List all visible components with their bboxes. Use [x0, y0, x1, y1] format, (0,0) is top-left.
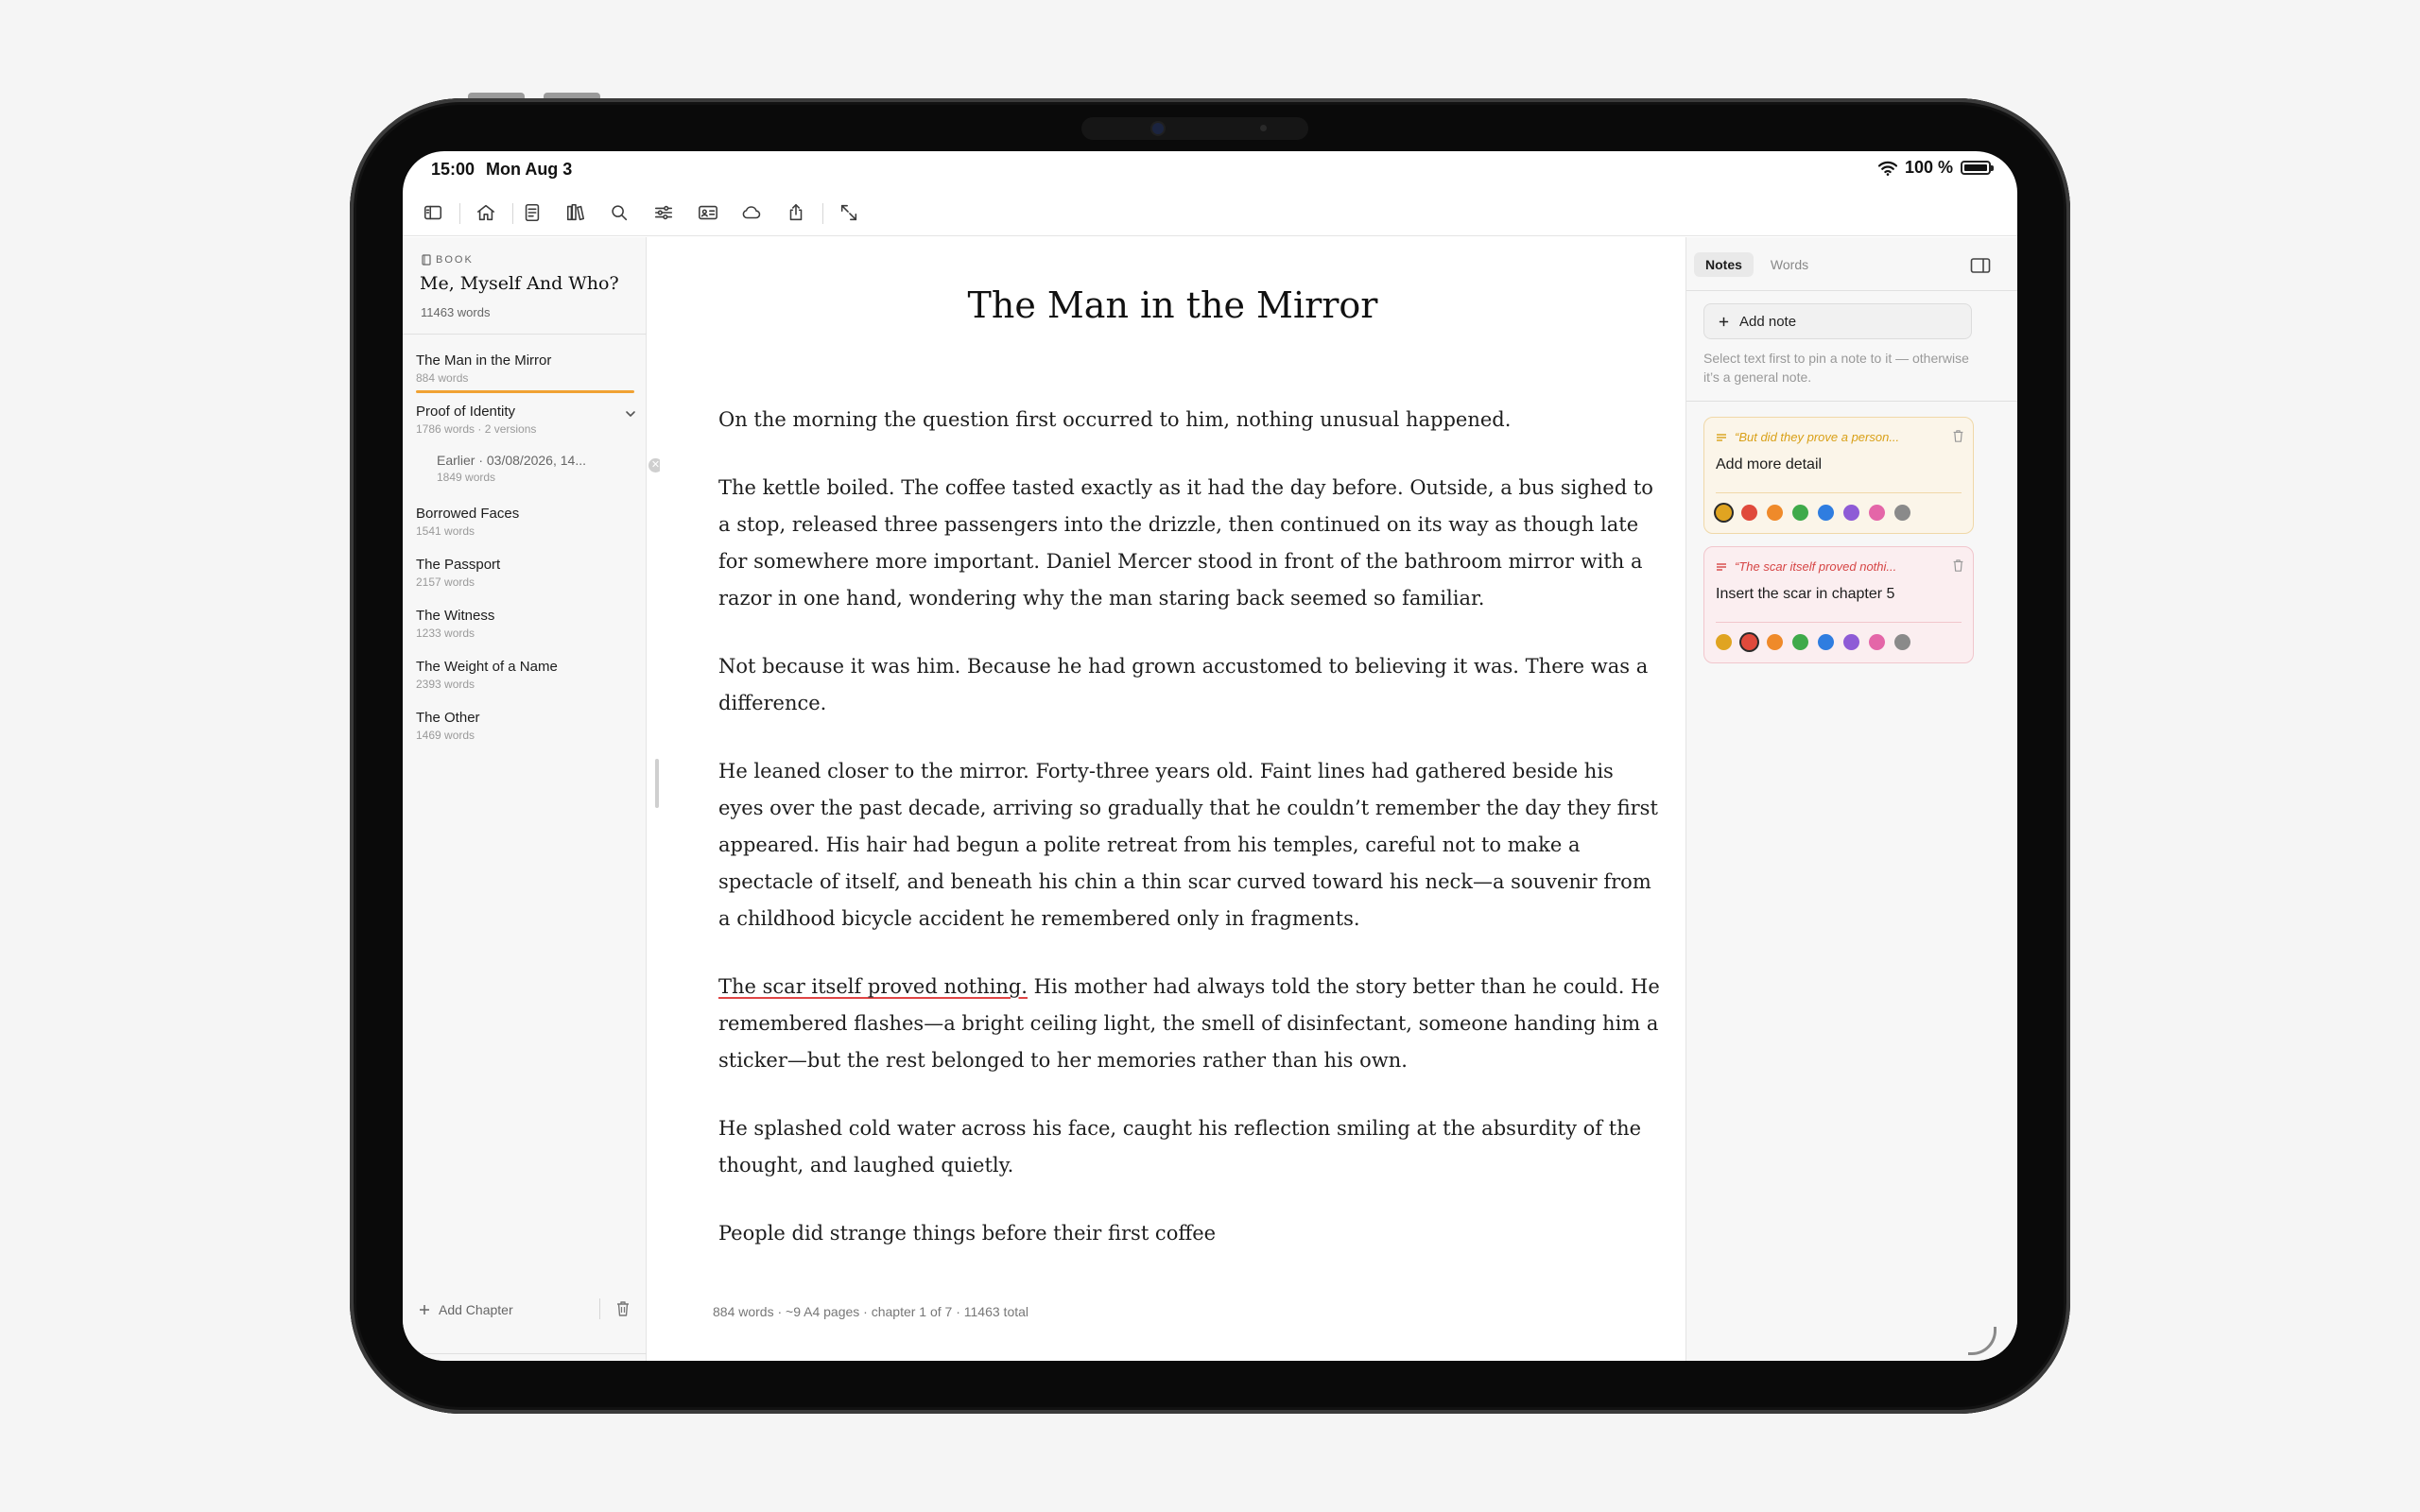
tab-notes[interactable]: Notes	[1694, 252, 1754, 277]
chevron-down-icon[interactable]	[624, 407, 637, 421]
sidebar-footer-divider	[403, 1353, 647, 1354]
toolbar-separator	[512, 203, 513, 224]
plus-icon	[1718, 316, 1730, 328]
color-swatch-orange[interactable]	[1767, 634, 1783, 650]
chapter-item-proof-of-identity[interactable]	[416, 404, 633, 449]
paragraph[interactable]: Not because it was him. Because he had grown accustomed to believing it was. There was a difference.	[718, 655, 1649, 714]
paragraph-text: His mother had always told the story better than he could. He remembered flashes—a bright ceiling light, the smell of disinfectant, someone handing him a sticker—but the rest belonged to her memories rather than his own.	[718, 975, 1660, 1072]
expand-icon[interactable]	[835, 198, 863, 227]
status-bar	[403, 151, 2017, 187]
camera-housing	[1081, 117, 1308, 140]
sidebar-toggle-icon[interactable]	[419, 198, 447, 227]
book-word-count: 11463 words	[421, 305, 491, 319]
add-note-label: Add note	[1739, 313, 1797, 330]
note-card[interactable]	[1703, 417, 1974, 534]
color-swatch-gray[interactable]	[1894, 634, 1910, 650]
color-swatch-green[interactable]	[1792, 634, 1808, 650]
status-right	[1878, 158, 1991, 178]
chapter-word-count: 1469 words	[416, 729, 475, 742]
color-swatch-amber[interactable]	[1716, 634, 1732, 650]
color-swatch-purple[interactable]	[1843, 634, 1859, 650]
note-text[interactable]: Insert the scar in chapter 5	[1716, 586, 1895, 602]
chapter-item-the-weight-of-a-name[interactable]	[416, 659, 633, 704]
paragraph[interactable]: People did strange things before their first coffee	[718, 1222, 1217, 1245]
chapter-word-count: 884 words	[416, 371, 469, 385]
chapter-title: Borrowed Faces	[416, 506, 520, 522]
chapter-item-borrowed-faces[interactable]	[416, 506, 633, 551]
cloud-icon[interactable]	[737, 198, 766, 227]
color-swatch-green[interactable]	[1792, 505, 1808, 521]
notes-divider	[1686, 401, 2017, 402]
note-color-swatches	[1716, 505, 1910, 521]
id-card-icon[interactable]	[694, 198, 722, 227]
footer-separator	[599, 1298, 600, 1319]
version-word-count: 1849 words	[437, 471, 496, 484]
plus-icon	[418, 1303, 431, 1316]
chapter-title: The Man in the Mirror	[416, 352, 552, 369]
chapter-word-count: 2157 words	[416, 576, 475, 589]
active-chapter-indicator	[416, 390, 634, 393]
chapter-word-count: 1233 words	[416, 627, 475, 640]
chapter-item-the-witness[interactable]	[416, 608, 633, 653]
chapter-title: The Weight of a Name	[416, 659, 558, 675]
chapter-title: Proof of Identity	[416, 404, 516, 420]
chapter-title: The Other	[416, 710, 480, 726]
delete-note-icon[interactable]	[1952, 558, 1964, 577]
color-swatch-pink[interactable]	[1869, 634, 1885, 650]
status-date: Mon Aug 3	[486, 160, 573, 179]
camera-sensor	[1260, 125, 1267, 131]
book-icon	[422, 254, 431, 266]
add-chapter-button[interactable]	[418, 1302, 513, 1317]
wifi-icon	[1878, 161, 1897, 176]
chapter-item-the-man-in-the-mirror[interactable]	[416, 352, 633, 398]
pin-quote-icon	[1716, 562, 1727, 572]
document-stats: 884 words · ~9 A4 pages · chapter 1 of 7 · 11463 total	[713, 1304, 1029, 1319]
share-icon[interactable]	[782, 198, 810, 227]
chapter-version-item[interactable]	[437, 453, 661, 484]
battery-icon	[1961, 161, 1991, 175]
toolbar-separator	[459, 203, 460, 224]
chapter-item-the-other[interactable]	[416, 710, 633, 755]
note-color-swatches	[1716, 634, 1910, 650]
paragraph[interactable]: He splashed cold water across his face, caught his reflection smiling at the absurdity of the thought, and laughed quietly.	[718, 1117, 1642, 1177]
color-swatch-pink[interactable]	[1869, 505, 1885, 521]
chapter-word-count: 2393 words	[416, 678, 475, 691]
sliders-icon[interactable]	[649, 198, 678, 227]
toolbar-separator	[822, 203, 823, 224]
color-swatch-orange[interactable]	[1767, 505, 1783, 521]
home-icon[interactable]	[472, 198, 500, 227]
delete-chapter-icon[interactable]	[615, 1300, 631, 1322]
right-panel-toggle-icon[interactable]	[1970, 257, 1991, 279]
chapter-item-the-passport[interactable]	[416, 557, 633, 602]
notes-tabs	[1694, 252, 1820, 277]
camera-lens	[1152, 123, 1164, 134]
color-swatch-blue[interactable]	[1818, 505, 1834, 521]
sidebar-resize-handle[interactable]	[655, 759, 659, 808]
pin-quote-icon	[1716, 433, 1727, 442]
chapter-title: The Witness	[416, 608, 495, 624]
remove-version-icon[interactable]: ✕	[648, 458, 663, 472]
paragraph[interactable]: He leaned closer to the mirror. Forty-three years old. Faint lines had gathered beside his eyes over the past decade, arriving so gradually that he couldn’t remember the day they first appeared. His hair had begun a polite retreat from his temples, careful not to make a spectacle of itself, and beneath his chin a thin scar curved toward his neck—a souvenir from a childhood bicycle accident he remembered only in fragments.	[718, 760, 1658, 930]
color-swatch-red[interactable]	[1741, 634, 1757, 650]
note-text[interactable]: Add more detail	[1716, 456, 1823, 472]
add-note-button[interactable]	[1703, 303, 1972, 339]
sidebar-divider	[403, 334, 647, 335]
color-swatch-purple[interactable]	[1843, 505, 1859, 521]
note-divider	[1716, 622, 1962, 623]
chapter-title: The Passport	[416, 557, 501, 573]
note-quote[interactable]	[1716, 559, 1896, 574]
paragraph[interactable]: The kettle boiled. The coffee tasted exactly as it had the day before. Outside, a bus sighed to a stop, released three passengers into the drizzle, then continued on its way as though late for somewhere more important. Daniel Mercer stood in front of the bathroom mirror with a razor in one hand, wondering why the man staring back seemed so familiar.	[718, 476, 1653, 610]
note-divider	[1716, 492, 1962, 493]
chapter-text[interactable]	[718, 402, 1664, 1283]
delete-note-icon[interactable]	[1952, 429, 1964, 448]
editor-pane[interactable]	[660, 237, 1685, 1361]
paragraph[interactable]: On the morning the question first occurred to him, nothing unusual happened.	[718, 408, 1512, 431]
chapter-heading[interactable]: The Man in the Mirror	[967, 284, 1378, 326]
note-quote-text: “The scar itself proved nothi...	[1735, 559, 1897, 574]
pinned-note-highlight[interactable]: The scar itself proved nothing.	[718, 975, 1028, 998]
version-title: Earlier · 03/08/2026, 14...	[437, 453, 586, 468]
library-icon[interactable]	[562, 198, 590, 227]
note-quote[interactable]	[1716, 430, 1899, 444]
add-chapter-label: Add Chapter	[439, 1302, 513, 1317]
app-screen	[403, 151, 2017, 1361]
document-icon[interactable]	[518, 198, 546, 227]
status-time: 15:00	[431, 160, 475, 179]
notes-panel	[1685, 237, 2017, 1361]
chapter-word-count: 1786 words · 2 versions	[416, 422, 537, 436]
color-swatch-gray[interactable]	[1894, 505, 1910, 521]
battery-percent: 100 %	[1904, 158, 1953, 177]
note-quote-text: “But did they prove a person...	[1735, 430, 1900, 444]
color-swatch-red[interactable]	[1741, 505, 1757, 521]
color-swatch-amber[interactable]	[1716, 505, 1732, 521]
book-kind-label	[422, 254, 474, 266]
book-title[interactable]: Me, Myself And Who?	[420, 273, 619, 294]
notes-divider	[1686, 290, 2017, 291]
tab-words[interactable]: Words	[1770, 257, 1809, 272]
book-kind-text: BOOK	[436, 254, 474, 266]
paragraph[interactable]	[718, 969, 1664, 1079]
toolbar	[403, 189, 2017, 236]
chapter-word-count: 1541 words	[416, 524, 475, 538]
chapters-sidebar	[403, 237, 661, 1361]
note-card[interactable]	[1703, 546, 1974, 663]
add-note-hint: Select text first to pin a note to it — otherwise it’s a general note.	[1703, 351, 1969, 385]
search-icon[interactable]	[605, 198, 633, 227]
color-swatch-blue[interactable]	[1818, 634, 1834, 650]
